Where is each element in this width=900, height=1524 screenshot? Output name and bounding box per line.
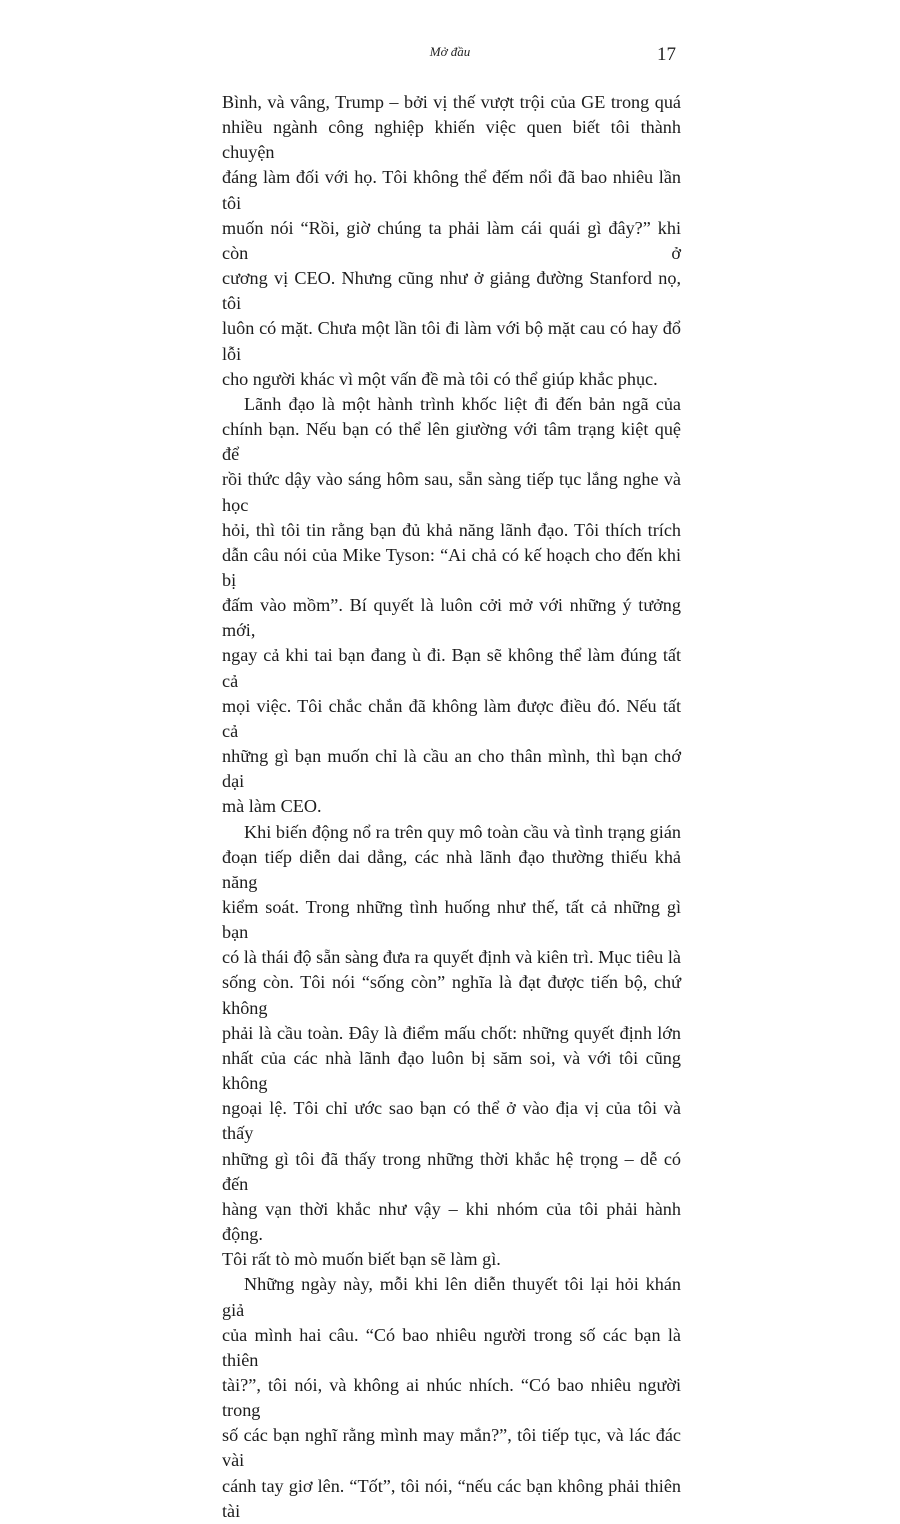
text-line: nhất của các nhà lãnh đạo luôn bị săm soi, và với tôi cũng không (222, 1047, 681, 1094)
text-line: có là thái độ sẵn sàng đưa ra quyết định và kiên trì. Mục tiêu là (222, 947, 681, 968)
paragraph-2 (222, 392, 681, 820)
text-line: hỏi, thì tôi tin rằng bạn đủ khả năng lãnh đạo. Tôi thích trích (222, 519, 681, 540)
text-line: cương vị CEO. Nhưng cũng như ở giảng đường Stanford nọ, tôi (222, 268, 681, 314)
text-line: Bình, và vâng, Trump – bởi vị thế vượt trội của GE trong quá (222, 92, 681, 112)
text-line: sống còn. Tôi nói “sống còn” nghĩa là đạt được tiến bộ, chứ không (222, 972, 681, 1018)
body-text (222, 90, 681, 1524)
text-line: mọi việc. Tôi chắc chắn đã không làm được điều đó. Nếu tất cả (222, 695, 681, 741)
text-line: rồi thức dậy vào sáng hôm sau, sẵn sàng tiếp tục lắng nghe và học (222, 469, 681, 515)
text-line: ngoại lệ. Tôi chỉ ước sao bạn có thể ở vào địa vị của tôi và thấy (222, 1098, 681, 1144)
text-line: muốn nói “Rồi, giờ chúng ta phải làm cái quái gì đây?” khi còn ở (222, 217, 681, 263)
text-line: Những ngày này, mỗi khi lên diễn thuyết tôi lại hỏi khán giả (222, 1274, 681, 1320)
page-number: 17 (657, 44, 676, 65)
text-line: số các bạn nghĩ rằng mình may mắn?”, tôi tiếp tục, và lác đác vài (222, 1425, 681, 1471)
text-line: những gì bạn muốn chỉ là cầu an cho thân mình, thì bạn chớ dại (222, 746, 681, 792)
text-line: những gì tôi đã thấy trong những thời khắc hệ trọng – dễ có đến (222, 1148, 681, 1194)
text-line: chính bạn. Nếu bạn có thể lên giường với tâm trạng kiệt quệ để (222, 419, 681, 465)
text-line: cho người khác vì một vấn đề mà tôi có thể giúp khắc phục. (222, 368, 658, 389)
text-line: luôn có mặt. Chưa một lần tôi đi làm với bộ mặt cau có hay đổ lỗi (222, 318, 681, 364)
text-line: phải là cầu toàn. Đây là điểm mấu chốt: những quyết định lớn (222, 1022, 681, 1043)
text-line: cánh tay giơ lên. “Tốt”, tôi nói, “nếu các bạn không phải thiên tài (222, 1475, 681, 1521)
text-line: ngay cả khi tai bạn đang ù đi. Bạn sẽ không thể làm đúng tất cả (222, 645, 681, 691)
paragraph-4 (222, 1272, 681, 1524)
text-line: kiểm soát. Trong những tình huống như thế, tất cả những gì bạn (222, 897, 681, 943)
text-line: Tôi rất tò mò muốn biết bạn sẽ làm gì. (222, 1249, 501, 1270)
text-line: mà làm CEO. (222, 796, 322, 817)
text-line: đáng làm đối với họ. Tôi không thể đếm nổi đã bao nhiêu lần tôi (222, 167, 681, 213)
text-line: dẫn câu nói của Mike Tyson: “Ai chả có kế hoạch cho đến khi bị (222, 544, 681, 590)
paragraph-3 (222, 820, 681, 1273)
text-line: của mình hai câu. “Có bao nhiêu người trong số các bạn là thiên (222, 1324, 681, 1370)
text-line: Lãnh đạo là một hành trình khốc liệt đi đến bản ngã của (244, 393, 681, 414)
text-line: hàng vạn thời khắc như vậy – khi nhóm của tôi phải hành động. (222, 1198, 681, 1245)
paragraph-1 (222, 90, 681, 392)
text-line: đoạn tiếp diễn dai dẳng, các nhà lãnh đạo thường thiếu khả năng (222, 846, 681, 892)
text-line: Khi biến động nổ ra trên quy mô toàn cầu và tình trạng gián (244, 821, 681, 842)
text-line: đấm vào mồm”. Bí quyết là luôn cởi mở với những ý tưởng mới, (222, 595, 681, 641)
running-head-chapter-title: Mở đầu (429, 44, 471, 59)
text-line: tài?”, tôi nói, và không ai nhúc nhích. “Có bao nhiêu người trong (222, 1374, 681, 1421)
text-line: nhiều ngành công nghiệp khiến việc quen biết tôi thành chuyện (222, 117, 681, 163)
